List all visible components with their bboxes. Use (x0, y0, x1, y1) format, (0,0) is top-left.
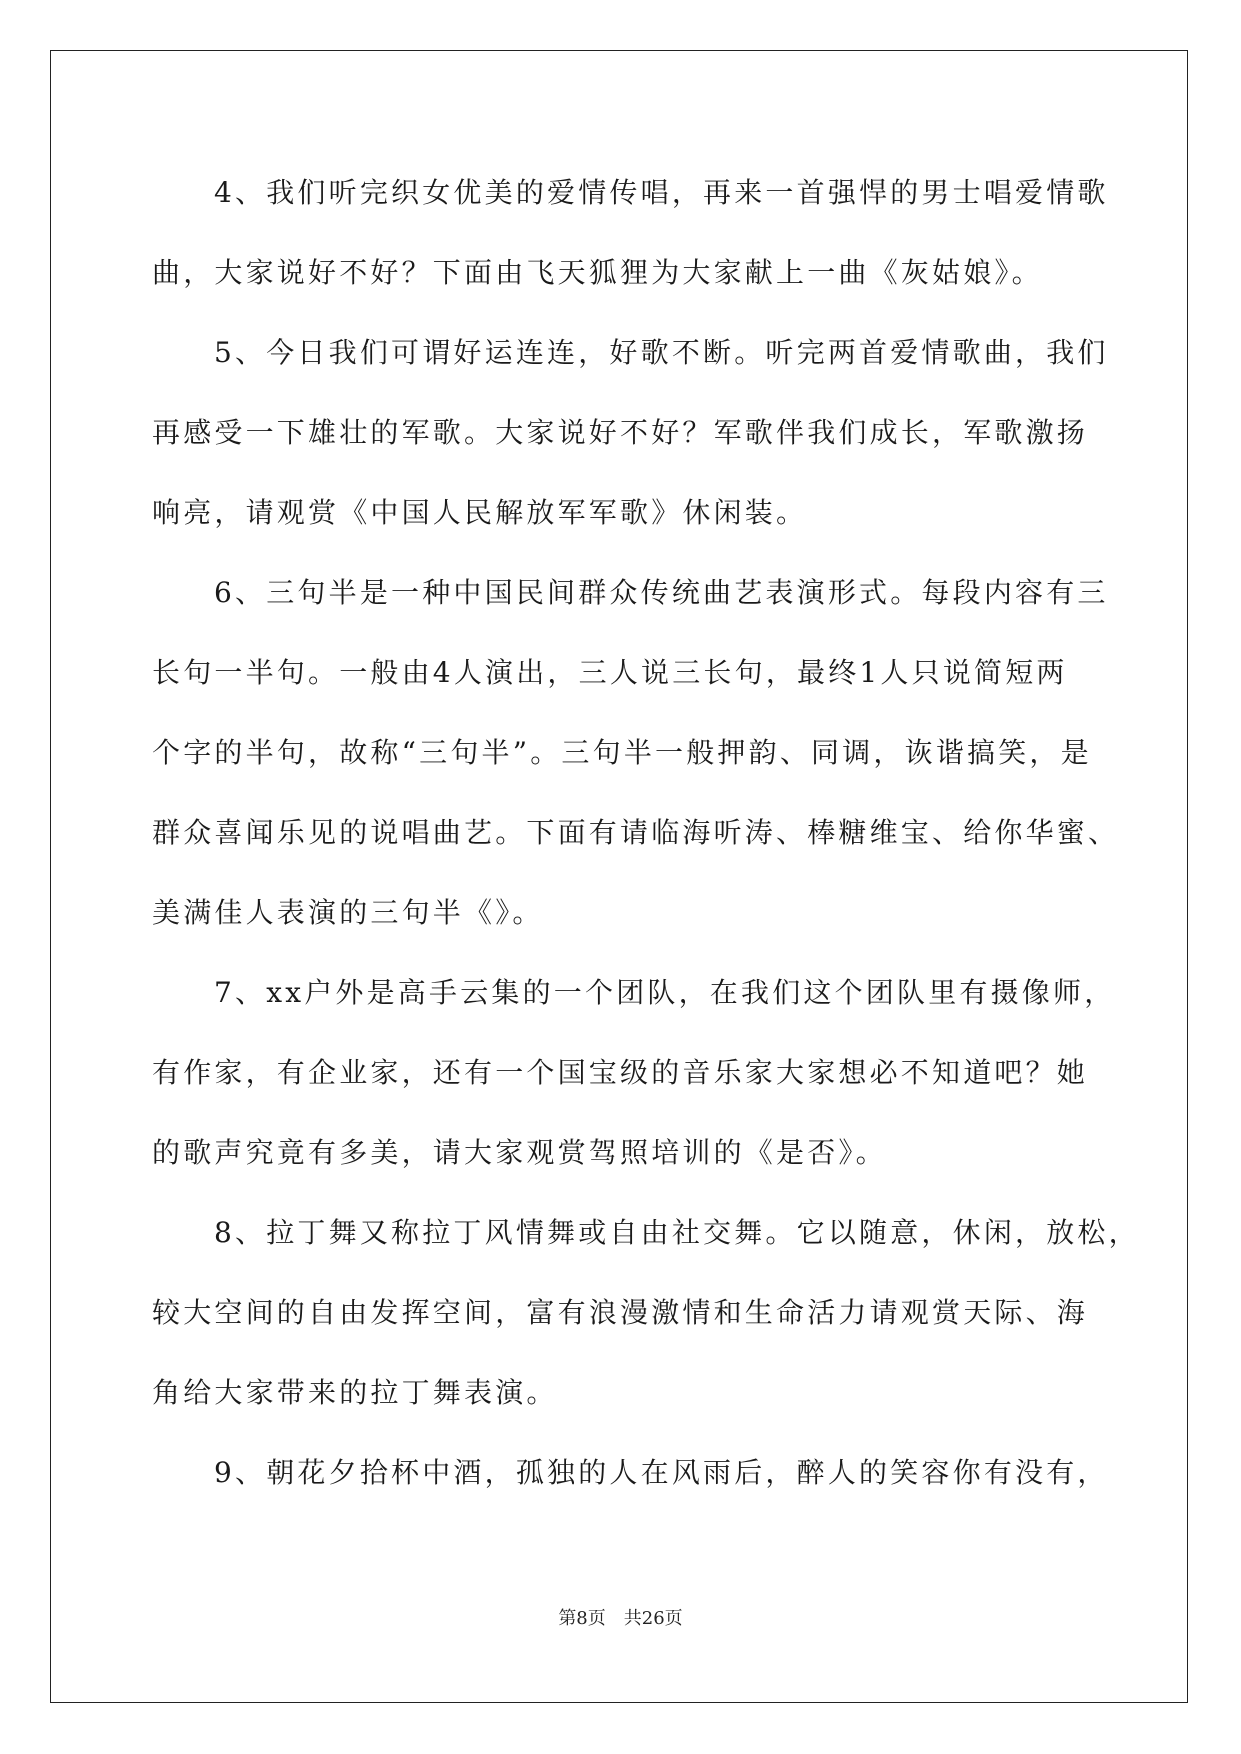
paragraph (152, 553, 1120, 953)
page-number-footer: 第8页 共26页 (558, 1608, 683, 1629)
paragraph-line: 9、朝花夕拾杯中酒，孤独的人在风雨后，醉人的笑容你有没有， (214, 1456, 1109, 1489)
paragraph (152, 313, 1109, 553)
paragraph-line: 角给大家带来的拉丁舞表演。 (152, 1376, 558, 1409)
paragraph-line: 5、今日我们可谓好运连连，好歌不断。听完两首爱情歌曲，我们 (214, 336, 1109, 369)
paragraph-line: 的歌声究竟有多美，请大家观赏驾照培训的《是否》。 (152, 1136, 887, 1169)
paragraph-line: 6、三句半是一种中国民间群众传统曲艺表演形式。每段内容有三 (214, 576, 1109, 609)
paragraph (152, 1433, 1109, 1513)
paragraph-line: 美满佳人表演的三句半《》。 (152, 896, 544, 929)
paragraph (152, 953, 1116, 1193)
paragraph (152, 153, 1109, 313)
paragraph-line: 再感受一下雄壮的军歌。大家说好不好？军歌伴我们成长，军歌激扬 (152, 416, 1089, 449)
paragraph-line: 4、我们听完织女优美的爱情传唱，再来一首强悍的男士唱爱情歌 (214, 176, 1109, 209)
paragraph-line: 响亮，请观赏《中国人民解放军军歌》休闲装。 (152, 496, 808, 529)
paragraph-line: 有作家，有企业家，还有一个国宝级的音乐家大家想必不知道吧？她 (152, 1056, 1089, 1089)
paragraph (152, 1193, 1140, 1433)
paragraph-line: 个字的半句，故称“三句半”。三句半一般押韵、同调，诙谐搞笑，是 (152, 736, 1092, 769)
paragraph-line: 曲，大家说好不好？下面由飞天狐狸为大家献上一曲《灰姑娘》。 (152, 256, 1043, 289)
paragraph-line: 长句一半句。一般由4人演出，三人说三长句，最终1人只说简短两 (152, 656, 1068, 689)
paragraph-line: 群众喜闻乐见的说唱曲艺。下面有请临海听涛、棒糖维宝、给你华蜜、 (152, 816, 1120, 849)
paragraph-line: 较大空间的自由发挥空间，富有浪漫激情和生命活力请观赏天际、海 (152, 1296, 1089, 1329)
document-body (152, 153, 1140, 1513)
paragraph-line: 8、拉丁舞又称拉丁风情舞或自由社交舞。它以随意，休闲，放松， (214, 1216, 1140, 1249)
paragraph-line: 7、xx户外是高手云集的一个团队，在我们这个团队里有摄像师， (214, 976, 1116, 1009)
